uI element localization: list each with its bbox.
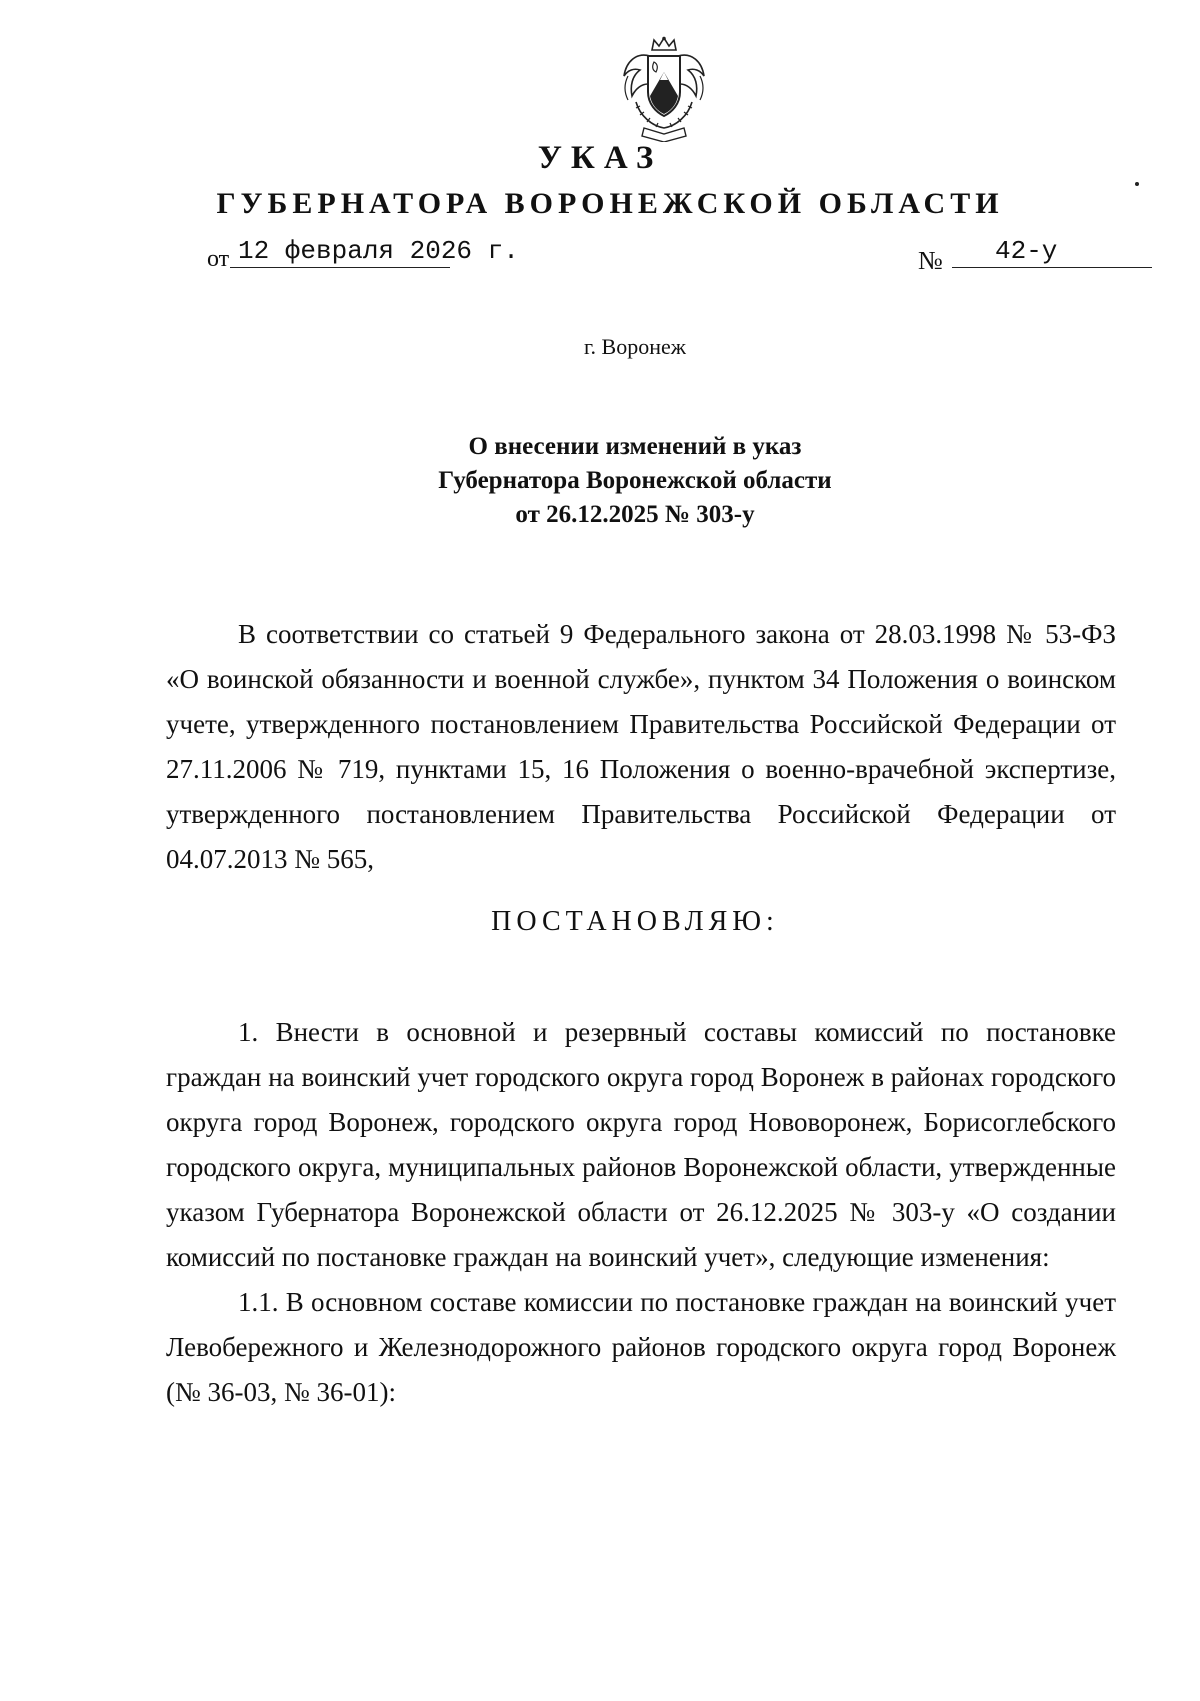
voronezh-coat-of-arms-icon: [614, 36, 714, 142]
heading-line-2: Губернатора Воронежской области: [438, 467, 832, 494]
scan-artifact: [1135, 182, 1139, 186]
document-title: УКАЗ: [537, 140, 663, 176]
heading-line-1: О внесении изменений в указ: [468, 433, 802, 460]
number-prefix: №: [918, 246, 943, 275]
document-issuer: ГУБЕРНАТОРА ВОРОНЕЖСКОЙ ОБЛАСТИ: [216, 187, 1004, 220]
number-value: 42-у: [995, 236, 1058, 266]
date-underline: [230, 267, 450, 268]
clause-1: 1. Внести в основной и резервный составы комиссий по постановке граждан на воинский учет городского округа город Воронеж в районах городского округа город Воронеж, городского округа город Нововоронеж, Борисоглебского городского округа, муниципальных районов Воронежской области, утвержденные указом Губернатора Воронежской области от 26.12.2025 № 303-у «О создании комиссий по постановке граждан на воинский учет», следующие изменения:: [166, 1017, 1116, 1272]
heading-line-3: от 26.12.2025 № 303-у: [515, 501, 755, 528]
decree-word: ПОСТАНОВЛЯЮ:: [491, 906, 779, 937]
date-prefix: от: [207, 246, 230, 272]
preamble-block: [166, 612, 1116, 882]
date-value: 12 февраля 2026 г.: [238, 236, 519, 266]
city-label: г. Воронеж: [584, 334, 686, 359]
clause-1-1: 1.1. В основном составе комиссии по постановке граждан на воинский учет Левобережного и Железнодорожного районов городского округа город Воронеж (№ 36-03, № 36-01):: [166, 1287, 1116, 1407]
clauses-block: [166, 1010, 1116, 1415]
preamble-paragraph: В соответствии со статьей 9 Федерального закона от 28.03.1998 № 53-ФЗ «О воинской обязанности и военной службе», пунктом 34 Положения о воинском учете, утвержденного постановлением Правительства Российской Федерации от 27.11.2006 № 719, пунктами 15, 16 Положения о военно-врачебной экспертизе, утвержденного постановлением Правительства Российской Федерации от 04.07.2013 № 565,: [166, 619, 1116, 874]
number-underline: [952, 267, 1152, 268]
